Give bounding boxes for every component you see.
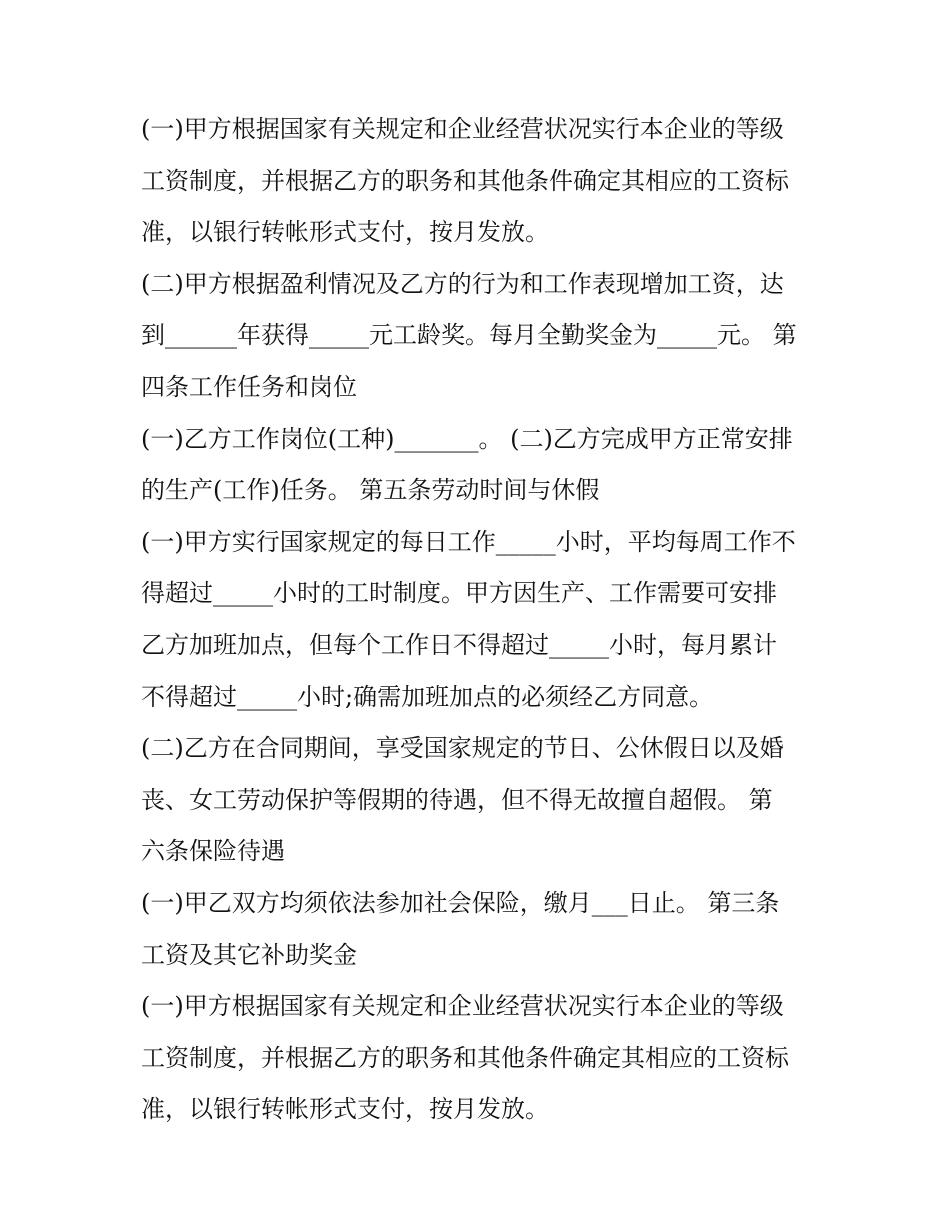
text-line: 的生产(工作)任务。 第五条劳动时间与休假: [141, 476, 600, 505]
text-line: 到______年获得_____元工龄奖。每月全勤奖金为_____元。 第: [141, 321, 797, 350]
text-line: (一)甲方实行国家规定的每日工作_____小时，平均每周工作不: [141, 527, 796, 556]
document-body: [141, 104, 821, 1136]
text-line: 准，以银行转帐形式支付，按月发放。: [141, 1095, 549, 1124]
text-line: (一)乙方工作岗位(工种)_______。 (二)乙方完成甲方正常安排: [141, 424, 793, 453]
text-line: 工资及其它补助奖金: [141, 940, 357, 969]
text-line: 工资制度，并根据乙方的职务和其他条件确定其相应的工资标: [141, 1043, 789, 1072]
text-line: 六条保险待遇: [141, 837, 285, 866]
text-line: (二)乙方在合同期间，享受国家规定的节日、公休假日以及婚: [141, 734, 784, 763]
text-line: 得超过_____小时的工时制度。甲方因生产、工作需要可安排: [141, 579, 777, 608]
text-line: (二)甲方根据盈利情况及乙方的行为和工作表现增加工资，达: [141, 269, 784, 298]
text-line: (一)甲方根据国家有关规定和企业经营状况实行本企业的等级: [141, 992, 784, 1021]
text-line: 丧、女工劳动保护等假期的待遇，但不得无故擅自超假。 第: [141, 785, 773, 814]
text-line: 工资制度，并根据乙方的职务和其他条件确定其相应的工资标: [141, 166, 789, 195]
text-line: 乙方加班加点，但每个工作日不得超过_____小时，每月累计: [141, 630, 777, 659]
text-line: (一)甲方根据国家有关规定和企业经营状况实行本企业的等级: [141, 115, 784, 143]
text-line: (一)甲乙双方均须依法参加社会保险，缴月___日止。 第三条: [141, 888, 780, 917]
text-line: 准，以银行转帐形式支付，按月发放。: [141, 218, 549, 247]
text-line: 四条工作任务和岗位: [141, 372, 357, 401]
text-line: 不得超过_____小时;确需加班加点的必须经乙方同意。: [141, 682, 714, 711]
